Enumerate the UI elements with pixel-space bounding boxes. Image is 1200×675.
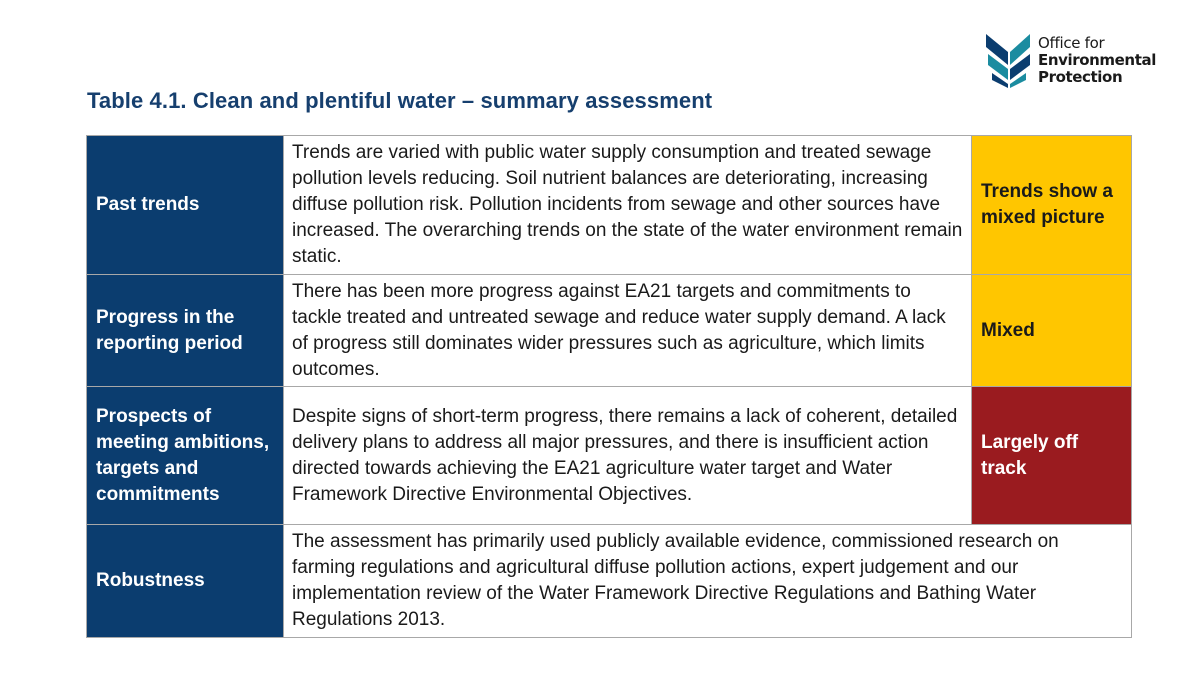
row-description: There has been more progress against EA21 targets and commitments to tackle treated and untreated sewage and reduce water supply demand. A lack of progress still dominates wider pressures such as agriculture, which limits outcomes.	[284, 275, 972, 387]
table-row-prospects	[87, 387, 1132, 525]
page-title: Table 4.1. Clean and plentiful water – summary assessment	[87, 88, 713, 113]
row-label: Progress in the reporting period	[87, 275, 284, 387]
row-description: Trends are varied with public water supply consumption and treated sewage pollution levels reducing. Soil nutrient balances are deteriorating, increasing diffuse pollution risk. Pollution incidents from sewage and other sources have increased. The overarching trends on the state of the water environment remain static.	[284, 136, 972, 275]
row-label: Prospects of meeting ambitions, targets and commitments	[87, 387, 284, 525]
row-description: Despite signs of short-term progress, there remains a lack of coherent, detailed delivery plans to address all major pressures, and there is insufficient action directed towards achieving the EA21 agriculture water target and Water Framework Directive Environmental Objectives.	[284, 387, 972, 525]
table-row-progress	[87, 275, 1132, 387]
rating-badge: Mixed	[972, 275, 1132, 387]
rating-badge: Trends show a mixed picture	[972, 136, 1132, 275]
logo-line-1: Office for	[1038, 34, 1105, 52]
rating-badge: Largely off track	[972, 387, 1132, 525]
table-row-past-trends	[87, 136, 1132, 275]
row-description: The assessment has primarily used publicly available evidence, commissioned research on farming regulations and agricultural diffuse pollution actions, expert judgement and our implementation review of the Water Framework Directive Regulations and Bathing Water Regulations 2013.	[284, 525, 1132, 638]
oep-logo	[986, 32, 1186, 88]
summary-assessment-table	[86, 135, 1132, 638]
row-label: Robustness	[87, 525, 284, 638]
logo-line-3: Protection	[1038, 68, 1123, 86]
oep-chevron-logo-icon	[986, 32, 1032, 88]
logo-wordmark	[1038, 35, 1156, 86]
row-label: Past trends	[87, 136, 284, 275]
logo-line-2: Environmental	[1038, 51, 1156, 69]
table-row-robustness	[87, 525, 1132, 638]
